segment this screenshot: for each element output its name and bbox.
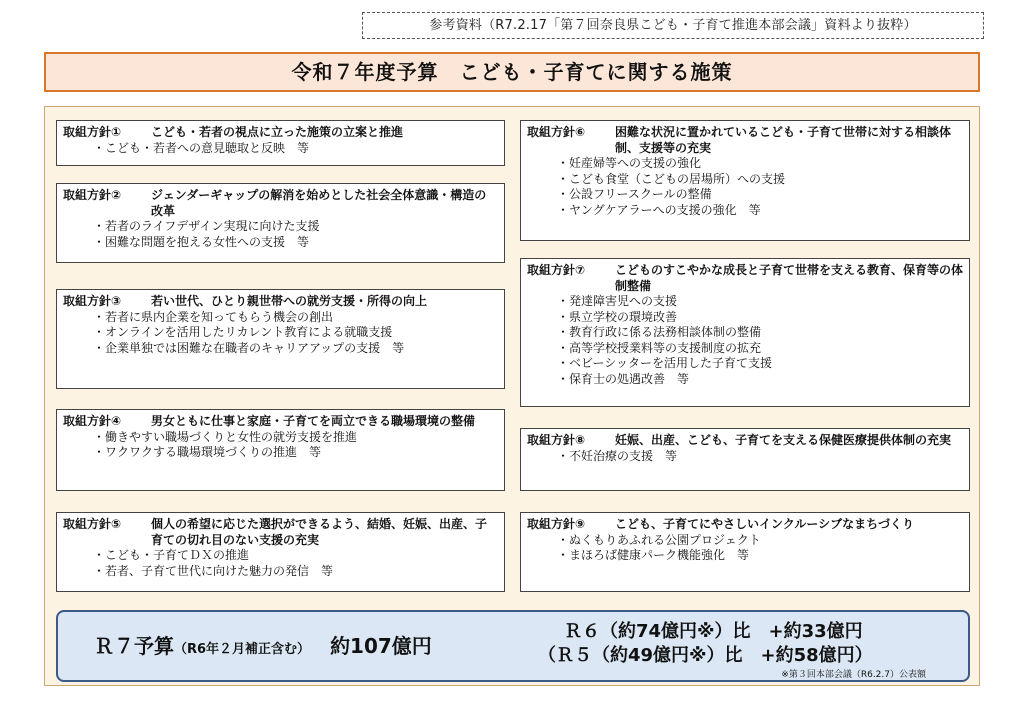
policy-heading: 男女ともに仕事と家庭・子育てを両立できる職場環境の整備 [151, 414, 476, 428]
policy-label: 取組方針⑧ [527, 433, 586, 447]
policy-label: 取組方針⑨ [527, 517, 586, 531]
policy-item: ・若者に県内企業を知ってもらう機会の創出 [93, 309, 334, 324]
budget-footnote: ※第３回本部会議（R6.2.7）公表額 [781, 670, 926, 680]
policy-box-1 [56, 120, 505, 166]
source-note: 参考資料（R7.2.17「第７回奈良県こども・子育て推進本部会議」資料より抜粋） [362, 12, 984, 39]
compare-r6: Ｒ６（約74億円※）比 +約33億円 [564, 621, 863, 642]
policy-item: ・こども・若者への意見聴取と反映 等 [93, 140, 310, 155]
policy-box-8 [520, 428, 970, 491]
policy-heading: 若い世代、ひとり親世帯への就労支援・所得の向上 [151, 294, 428, 308]
policy-heading: 個人の希望に応じた選択ができるよう、結婚、妊娠、出産、子育ての切れ目のない支援の充実 [151, 517, 488, 547]
policy-box-9 [520, 512, 970, 592]
policy-item: ・教育行政に係る法務相談体制の整備 [557, 325, 762, 339]
policy-heading: ジェンダーギャップの解消を始めとした社会全体意識・構造の改革 [151, 188, 487, 218]
policy-label: 取組方針② [63, 188, 122, 202]
policy-item: ・ぬくもりあふれる公園プロジェクト [557, 532, 761, 547]
page-title: 令和７年度予算 こども・子育てに関する施策 [44, 52, 980, 92]
policy-item: ・公設フリースクールの整備 [557, 187, 712, 201]
budget-comparison [538, 620, 958, 680]
policy-label: 取組方針⑤ [63, 517, 122, 531]
policy-item: ・若者、子育て世代に向けた魅力の発信 等 [93, 563, 334, 578]
budget-amount: 約107億円 [330, 634, 432, 658]
policy-label: 取組方針⑥ [527, 125, 586, 139]
policy-item: ・ヤングケアラーへの支援の強化 等 [557, 202, 761, 217]
policy-item: ・ベビーシッターを活用した子育て支援 [557, 356, 773, 370]
policy-box-6 [520, 120, 970, 241]
policy-box-2 [56, 183, 505, 263]
policy-item: ・不妊治療の支援 等 [557, 448, 678, 463]
budget-total [94, 612, 432, 680]
policy-item: ・企業単独では困難な在職者のキャリアアップの支援 等 [93, 340, 405, 355]
policy-item: ・働きやすい職場づくりと女性の就労支援を推進 [93, 429, 358, 444]
policy-box-4 [56, 409, 505, 491]
policy-label: 取組方針① [63, 125, 122, 139]
policy-item: ・妊産婦等への支援の強化 [557, 156, 702, 170]
policy-item: ・発達障害児への支援 [557, 294, 678, 308]
policy-item: ・高等学校授業料等の支援制度の拡充 [557, 340, 762, 355]
budget-note: （R6年２月補正含む） [174, 642, 311, 657]
policy-item: ・保育士の処遇改善 等 [557, 371, 690, 386]
policy-label: 取組方針⑦ [527, 263, 586, 277]
policy-item: ・こども・子育てＤＸの推進 [93, 548, 250, 562]
policy-box-7 [520, 258, 970, 407]
budget-summary [56, 610, 970, 682]
policy-item: ・オンラインを活用したリカレント教育による就職支援 [93, 325, 393, 339]
policy-heading: 妊娠、出産、こども、子育てを支える保健医療提供体制の充実 [615, 433, 952, 447]
budget-label: Ｒ７予算 [94, 634, 174, 658]
policy-box-3 [56, 289, 505, 389]
policy-item: ・困難な問題を抱える女性への支援 等 [93, 234, 310, 249]
policy-heading: こども・若者の視点に立った施策の立案と推進 [151, 125, 404, 139]
policy-heading: こどものすこやかな成長と子育て世帯を支える教育、保育等の体制整備 [615, 263, 964, 293]
policy-heading: 困難な状況に置かれているこども・子育て世帯に対する相談体制、支援等の充実 [615, 125, 952, 155]
policy-label: 取組方針③ [63, 294, 122, 308]
policy-item: ・県立学校の環境改善 [557, 309, 678, 324]
policy-box-5 [56, 512, 505, 592]
policy-item: ・ワクワクする職場環境づくりの推進 等 [93, 445, 322, 459]
policy-item: ・まほろば健康パーク機能強化 等 [557, 548, 750, 562]
policy-label: 取組方針④ [63, 414, 122, 428]
policy-item: ・若者のライフデザイン実現に向けた支援 [93, 219, 320, 233]
policy-heading: こども、子育てにやさしいインクルーシブなまちづくり [615, 517, 915, 531]
policy-item: ・こども食堂（こどもの居場所）への支援 [557, 171, 786, 186]
compare-r5: （Ｒ５（約49億円※）比 +約58億円） [538, 645, 873, 666]
